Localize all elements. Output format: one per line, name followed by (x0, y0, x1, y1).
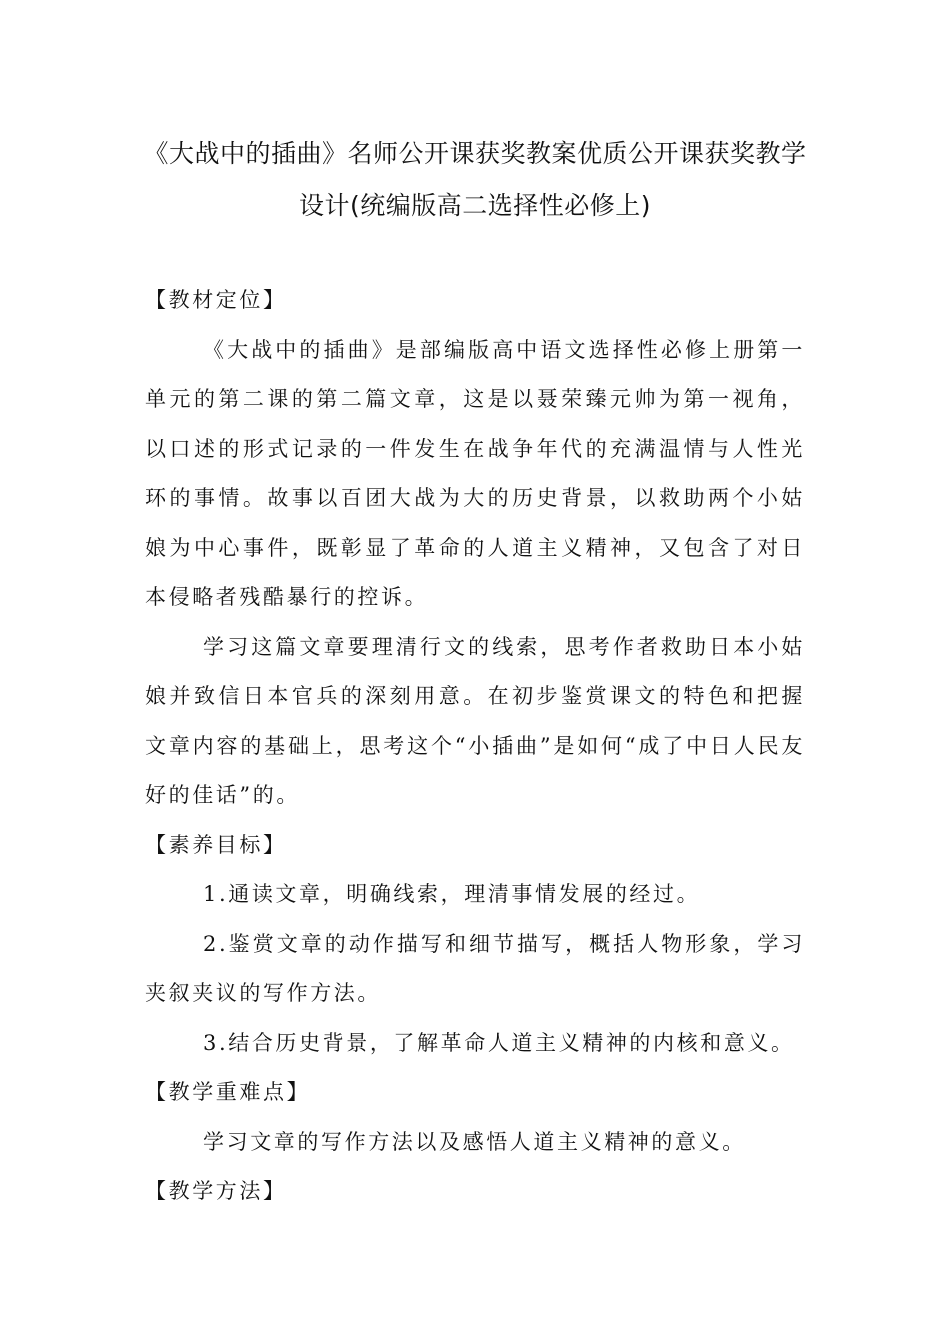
document-title: 《大战中的插曲》名师公开课获奖教案优质公开课获奖教学设计(统编版高二选择性必修上) (143, 139, 807, 220)
section-heading-textbook-position: 【教材定位】 (145, 288, 287, 312)
goal-item-3: 3.结合历史背景，了解革命人道主义精神的内核和意义。 (203, 1030, 795, 1055)
document-body (145, 276, 805, 1217)
section-heading-teaching-methods: 【教学方法】 (145, 1179, 287, 1203)
paragraph-textbook-position: 《大战中的插曲》是部编版高中语文选择性必修上册第一单元的第二课的第二篇文章，这是以聂荣臻元帅为第一视角，以口述的形式记录的一件发生在战争年代的充满温情与人性光环的事情。故事以百团大战为大的历史背景，以救助两个小姑娘为中心事件，既彰显了革命的人道主义精神，又包含了对日本侵略者残酷暴行的控诉。 (145, 337, 805, 609)
section-heading-literacy-goals: 【素养目标】 (145, 832, 287, 857)
paragraph-learning-approach: 学习这篇文章要理清行文的线索，思考作者救助日本小姑娘并致信日本官兵的深刻用意。在初步鉴赏课文的特色和把握文章内容的基础上，思考这个“小插曲”是如何“成了中日人民友好的佳话”的。 (145, 634, 805, 807)
section-heading-key-difficulties: 【教学重难点】 (145, 1080, 311, 1104)
goal-item-1: 1.通读文章，明确线索，理清事情发展的经过。 (203, 882, 701, 906)
goal-item-2: 2.鉴赏文章的动作描写和细节描写，概括人物形象，学习夹叙夹议的写作方法。 (145, 931, 805, 1005)
paragraph-key-difficulties: 学习文章的写作方法以及感悟人道主义精神的意义。 (203, 1129, 746, 1154)
